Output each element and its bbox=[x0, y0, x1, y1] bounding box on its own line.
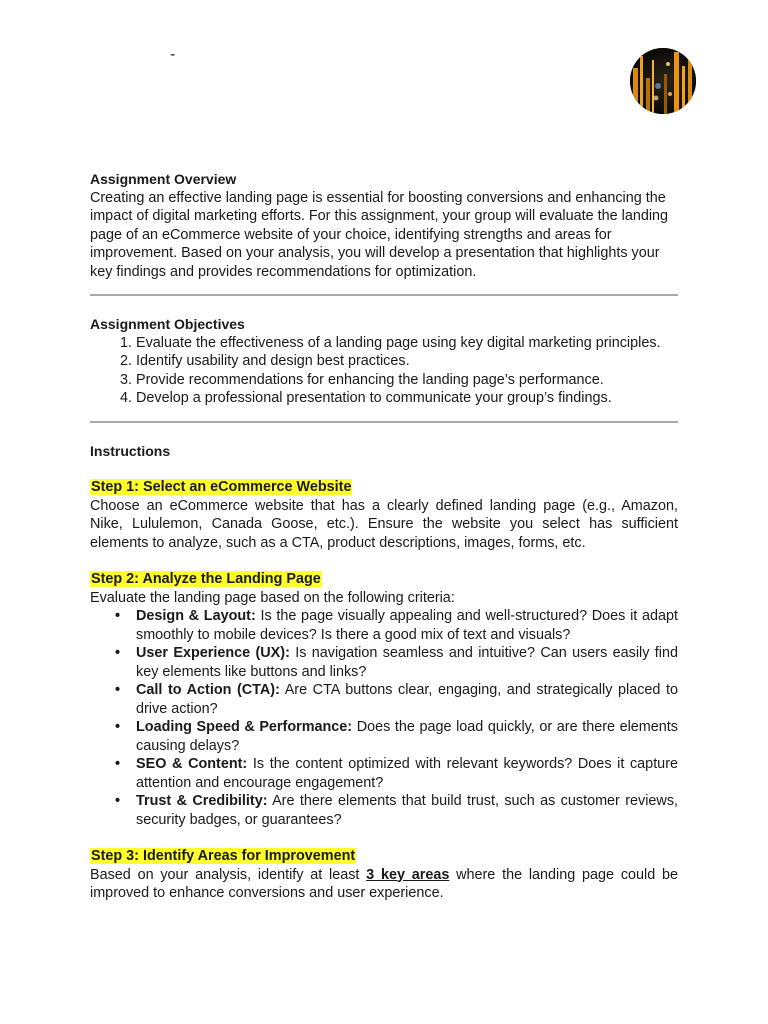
criteria-list bbox=[90, 607, 678, 829]
criteria-item bbox=[115, 607, 678, 644]
bullet-icon: • bbox=[115, 756, 121, 772]
step3-body bbox=[90, 866, 678, 903]
bullet-icon: • bbox=[115, 719, 121, 735]
overview-body: Creating an effective landing page is essential for boosting conversions and enhancing the impact of digital marketing efforts. For this assignment, your group will evaluate the landing page of an eCommerce website of your choice, identifying strengths and areas for improvement. Based on your analysis, you will develop a presentation that highlights your key findings and provides recommendations for optimization. bbox=[90, 189, 669, 280]
criteria-label: Loading Speed & Performance: bbox=[136, 719, 353, 735]
step2-intro: Evaluate the landing page based on the following criteria: bbox=[90, 589, 455, 606]
objective-item: 3. Provide recommendations for enhancing the landing page’s performance. bbox=[136, 371, 678, 390]
criteria-text: Does the page load quickly, or are there elements causing delays? bbox=[136, 719, 678, 754]
step3-body-after: where the landing page could be improved to enhance conversions and user experience. bbox=[90, 866, 678, 901]
criteria-item bbox=[115, 681, 678, 718]
criteria-item bbox=[115, 644, 678, 681]
header-dash: - bbox=[170, 46, 176, 63]
criteria-item bbox=[115, 718, 678, 755]
criteria-text: Is the page visually appealing and well-structured? Does it adapt smoothly to mobile devices? Is there a good mix of text and visuals? bbox=[136, 608, 678, 643]
bullet-icon: • bbox=[115, 608, 121, 624]
step3-title: Step 3: Identify Areas for Improvement bbox=[91, 848, 356, 864]
criteria-label: Design & Layout: bbox=[136, 608, 256, 624]
key-areas-emphasis: 3 key areas bbox=[366, 866, 450, 883]
criteria-item bbox=[115, 755, 678, 792]
criteria-text: Is the content optimized with relevant keywords? Does it capture attention and encourage engagement? bbox=[136, 756, 678, 791]
document-body bbox=[90, 170, 678, 903]
criteria-label: Call to Action (CTA): bbox=[136, 682, 280, 698]
criteria-text: Is navigation seamless and intuitive? Can users easily find key elements like buttons and links? bbox=[136, 645, 678, 680]
criteria-text: Are CTA buttons clear, engaging, and strategically placed to drive action? bbox=[136, 682, 678, 717]
objectives-list bbox=[90, 334, 678, 408]
criteria-label: SEO & Content: bbox=[136, 756, 248, 772]
instructions-heading: Instructions bbox=[90, 442, 171, 459]
overview-heading: Assignment Overview bbox=[90, 171, 237, 187]
objectives-heading: Assignment Objectives bbox=[90, 316, 245, 332]
objective-item: 4. Develop a professional presentation to communicate your group’s findings. bbox=[136, 389, 678, 408]
bullet-icon: • bbox=[115, 645, 121, 661]
step2-title: Step 2: Analyze the Landing Page bbox=[91, 571, 321, 587]
step3-body-before: Based on your analysis, identify at least bbox=[90, 866, 367, 883]
bullet-icon: • bbox=[115, 682, 121, 698]
criteria-label: User Experience (UX): bbox=[136, 645, 290, 661]
objective-item: 1. Evaluate the effectiveness of a landing page using key digital marketing principles. bbox=[136, 334, 678, 353]
criteria-label: Trust & Credibility: bbox=[136, 793, 268, 809]
objective-item: 2. Identify usability and design best practices. bbox=[136, 352, 678, 371]
logo-icon bbox=[630, 48, 696, 114]
bullet-icon: • bbox=[115, 793, 121, 809]
criteria-text: Are there elements that build trust, such as customer reviews, security badges, or guarantees? bbox=[136, 793, 679, 828]
step1-title: Step 1: Select an eCommerce Website bbox=[91, 479, 352, 495]
criteria-item bbox=[115, 792, 679, 829]
step1-body: Choose an eCommerce website that has a clearly defined landing page (e.g., Amazon, Nike, Lululemon, Canada Goose, etc.). Ensure the website you select has sufficient elements to analyze, such as a CTA, product descriptions, images, forms, etc. bbox=[90, 497, 678, 551]
